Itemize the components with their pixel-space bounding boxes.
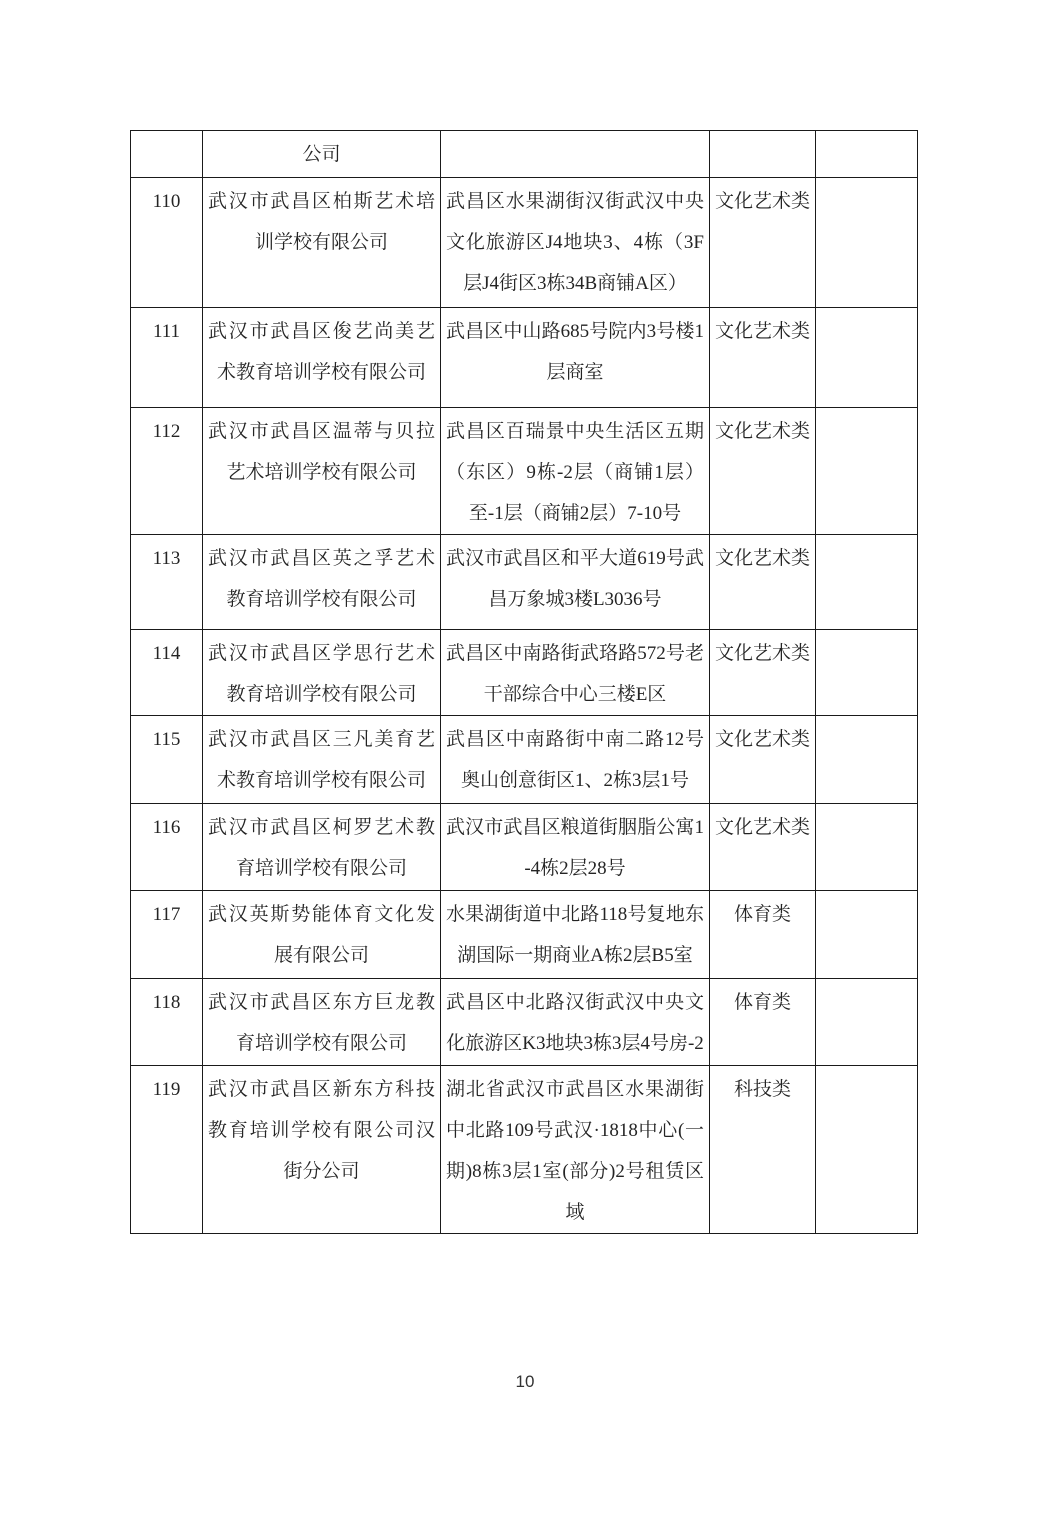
cell-category: 文化艺术类	[710, 535, 816, 630]
cell-category: 文化艺术类	[710, 630, 816, 716]
cell-number: 115	[131, 716, 203, 804]
cell-category: 科技类	[710, 1066, 816, 1234]
cell-name: 武汉英斯势能体育文化发展有限公司	[203, 891, 441, 979]
cell-address: 武昌区中南路街武珞路572号老干部综合中心三楼E区	[441, 630, 710, 716]
cell-number: 118	[131, 979, 203, 1066]
cell-address	[441, 131, 710, 178]
cell-name-continuation: 公司	[203, 131, 441, 178]
cell-remark	[816, 308, 918, 408]
cell-name: 武汉市武昌区柯罗艺术教育培训学校有限公司	[203, 804, 441, 891]
cell-category: 文化艺术类	[710, 804, 816, 891]
cell-address: 武昌区中山路685号院内3号楼1层商室	[441, 308, 710, 408]
cell-number	[131, 131, 203, 178]
cell-category: 体育类	[710, 891, 816, 979]
cell-number: 113	[131, 535, 203, 630]
cell-remark	[816, 178, 918, 308]
cell-remark	[816, 891, 918, 979]
table-row-117	[131, 891, 918, 979]
cell-number: 112	[131, 408, 203, 535]
table-row-110	[131, 178, 918, 308]
cell-remark	[816, 408, 918, 535]
table-row-111	[131, 308, 918, 408]
cell-remark	[816, 979, 918, 1066]
page-number: 10	[515, 1372, 535, 1391]
table-row-114	[131, 630, 918, 716]
cell-name: 武汉市武昌区新东方科技教育培训学校有限公司汉街分公司	[203, 1066, 441, 1234]
cell-name: 武汉市武昌区三凡美育艺术教育培训学校有限公司	[203, 716, 441, 804]
table-row-112	[131, 408, 918, 535]
cell-remark	[816, 1066, 918, 1234]
cell-name: 武汉市武昌区温蒂与贝拉艺术培训学校有限公司	[203, 408, 441, 535]
cell-remark	[816, 131, 918, 178]
cell-name: 武汉市武昌区俊艺尚美艺术教育培训学校有限公司	[203, 308, 441, 408]
cell-number: 114	[131, 630, 203, 716]
cell-address: 水果湖街道中北路118号复地东湖国际一期商业A栋2层B5室	[441, 891, 710, 979]
cell-number: 117	[131, 891, 203, 979]
cell-category: 文化艺术类	[710, 716, 816, 804]
table-row-continuation	[131, 131, 918, 178]
cell-remark	[816, 804, 918, 891]
table-row-116	[131, 804, 918, 891]
cell-category: 体育类	[710, 979, 816, 1066]
cell-remark	[816, 716, 918, 804]
cell-name: 武汉市武昌区学思行艺术教育培训学校有限公司	[203, 630, 441, 716]
cell-number: 111	[131, 308, 203, 408]
cell-number: 119	[131, 1066, 203, 1234]
table-row-113	[131, 535, 918, 630]
table-row-119	[131, 1066, 918, 1234]
cell-name: 武汉市武昌区东方巨龙教育培训学校有限公司	[203, 979, 441, 1066]
table-row-115	[131, 716, 918, 804]
cell-address: 湖北省武汉市武昌区水果湖街中北路109号武汉·1818中心(一期)8栋3层1室(部分)2号租赁区域	[441, 1066, 710, 1234]
table-row-118	[131, 979, 918, 1066]
cell-address: 武昌区百瑞景中央生活区五期（东区）9栋-2层（商铺1层）至-1层（商铺2层）7-10号	[441, 408, 710, 535]
cell-number: 110	[131, 178, 203, 308]
cell-address: 武昌区中北路汉街武汉中央文化旅游区K3地块3栋3层4号房-2	[441, 979, 710, 1066]
cell-category: 文化艺术类	[710, 408, 816, 535]
cell-remark	[816, 630, 918, 716]
cell-category	[710, 131, 816, 178]
cell-remark	[816, 535, 918, 630]
cell-address: 武汉市武昌区粮道街胭脂公寓1-4栋2层28号	[441, 804, 710, 891]
cell-name: 武汉市武昌区英之孚艺术教育培训学校有限公司	[203, 535, 441, 630]
training-institutions-table	[130, 130, 918, 1234]
cell-address: 武昌区水果湖街汉街武汉中央文化旅游区J4地块3、4栋（3F层J4街区3栋34B商铺A区）	[441, 178, 710, 308]
cell-category: 文化艺术类	[710, 178, 816, 308]
cell-address: 武昌区中南路街中南二路12号奥山创意街区1、2栋3层1号	[441, 716, 710, 804]
cell-number: 116	[131, 804, 203, 891]
cell-name: 武汉市武昌区柏斯艺术培训学校有限公司	[203, 178, 441, 308]
cell-address: 武汉市武昌区和平大道619号武昌万象城3楼L3036号	[441, 535, 710, 630]
cell-category: 文化艺术类	[710, 308, 816, 408]
